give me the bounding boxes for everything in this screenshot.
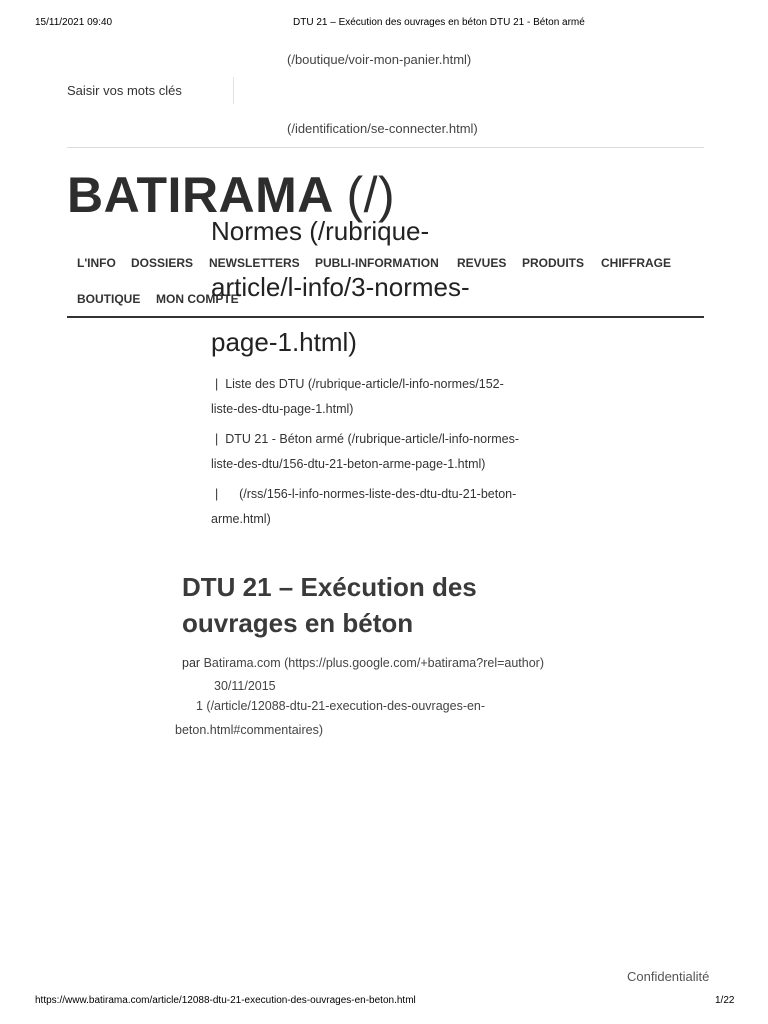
rss-link-text: (/rss/156-l-info-normes-liste-des-dtu-dtu-21-beton- (239, 487, 517, 501)
nav-item-publi-information[interactable]: PUBLI-INFORMATION (315, 256, 439, 270)
nav-item-newsletters[interactable]: NEWSLETTERS (209, 256, 300, 270)
category-link-line2[interactable]: article/l-info/3-normes- (211, 272, 470, 302)
search-input[interactable] (67, 77, 234, 104)
breadcrumb-separator: | (215, 432, 219, 446)
print-page-number: 1/22 (715, 995, 735, 1006)
author-link[interactable]: Batirama.com (https://plus.google.com/+batirama?rel=author) (203, 656, 545, 670)
header-divider (67, 147, 704, 148)
breadcrumb-item-1-cont[interactable]: liste-des-dtu-page-1.html) (211, 402, 354, 416)
article-title-line2: ouvrages en béton (182, 608, 414, 638)
breadcrumb-item-1[interactable] (215, 377, 504, 391)
breadcrumb-text: DTU 21 - Béton armé (/rubrique-article/l-info-normes- (225, 432, 520, 446)
breadcrumb-separator: | (215, 377, 219, 391)
cart-link[interactable]: (/boutique/voir-mon-panier.html) (287, 52, 472, 67)
category-link-line3[interactable]: page-1.html) (211, 327, 357, 357)
print-page-title: DTU 21 – Exécution des ouvrages en béton DTU 21 - Béton armé (293, 17, 585, 28)
breadcrumb-separator: | (215, 487, 219, 501)
nav-item-chiffrage[interactable]: CHIFFRAGE (601, 256, 671, 270)
category-link-line1[interactable]: Normes (/rubrique- (211, 216, 430, 246)
print-datetime: 15/11/2021 09:40 (35, 17, 113, 28)
breadcrumb-rss-cont[interactable]: arme.html) (211, 512, 271, 526)
nav-item-mon-compte[interactable]: MON COMPTE (156, 292, 239, 306)
comments-link[interactable]: 1 (/article/12088-dtu-21-execution-des-ouvrages-en- (196, 699, 486, 713)
breadcrumb-item-2-cont[interactable]: liste-des-dtu/156-dtu-21-beton-arme-page-1.html) (211, 457, 486, 471)
search-placeholder: Saisir vos mots clés (67, 83, 182, 98)
by-label: par (182, 656, 201, 670)
comments-link-cont[interactable]: beton.html#commentaires) (175, 723, 323, 737)
nav-item-info[interactable]: L'INFO (77, 256, 116, 270)
login-link[interactable]: (/identification/se-connecter.html) (287, 121, 478, 136)
confidentiality-link[interactable]: Confidentialité (627, 969, 710, 984)
breadcrumb-item-2[interactable] (215, 432, 519, 446)
nav-item-produits[interactable]: PRODUITS (522, 256, 585, 270)
article-title-line1: DTU 21 – Exécution des (182, 572, 477, 602)
nav-item-boutique[interactable]: BOUTIQUE (77, 292, 141, 306)
logo-href: (/) (346, 167, 396, 223)
article-byline (182, 656, 544, 670)
logo-name: BATIRAMA (67, 167, 333, 223)
nav-divider (67, 316, 704, 318)
nav-item-revues[interactable]: REVUES (457, 256, 507, 270)
breadcrumb-text: Liste des DTU (/rubrique-article/l-info-normes/152- (225, 377, 504, 391)
nav-item-dossiers[interactable]: DOSSIERS (131, 256, 194, 270)
breadcrumb-rss[interactable] (215, 487, 516, 501)
print-url: https://www.batirama.com/article/12088-dtu-21-execution-des-ouvrages-en-beton.html (35, 995, 416, 1006)
article-date: 30/11/2015 (214, 679, 276, 693)
